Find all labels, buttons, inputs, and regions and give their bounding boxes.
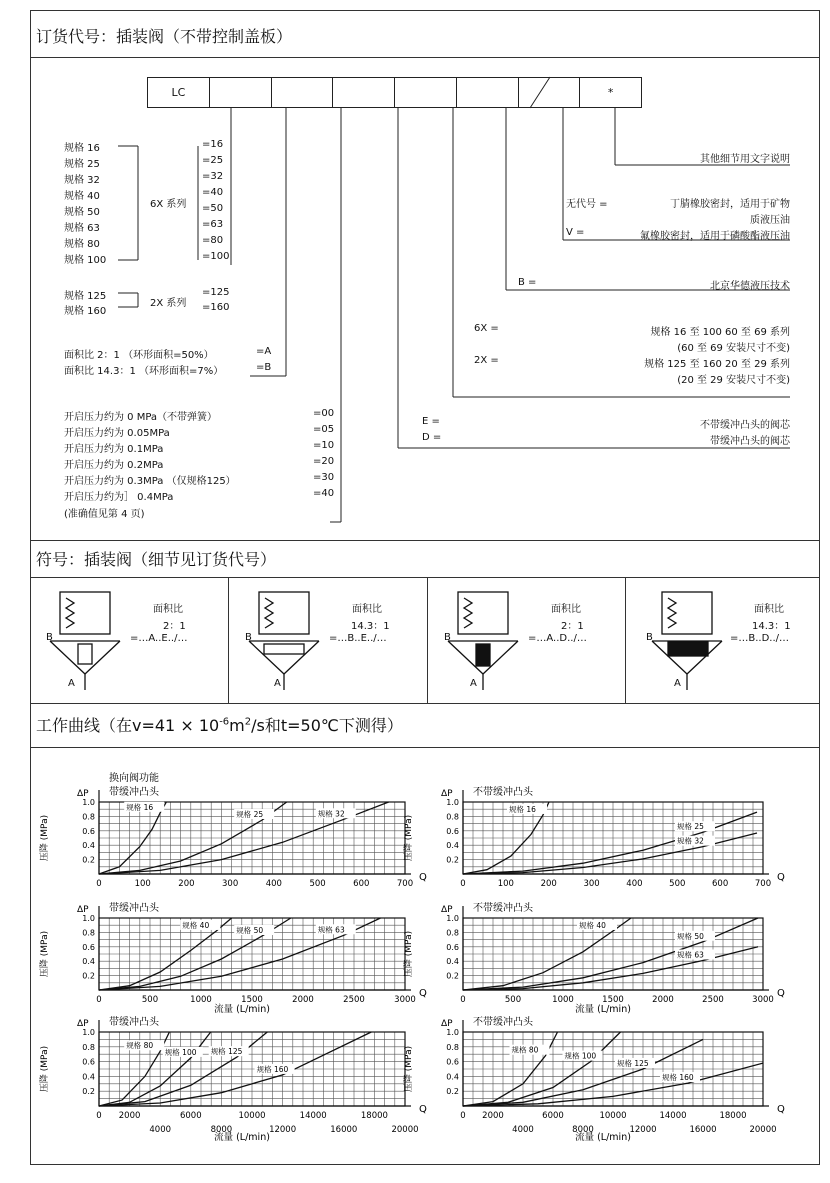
y-tick-label: 0.6	[82, 826, 95, 836]
y-tick-label: 0.2	[446, 855, 459, 865]
size-label: 规格 40	[64, 191, 100, 202]
area-ratio-label: 面积比 2：1 （环形面积=50%）	[64, 350, 214, 361]
y-tick-label: 0.8	[82, 1042, 95, 1052]
y-tick-label: 0.8	[446, 1042, 459, 1052]
x-tick-label: 2000	[292, 995, 314, 1005]
size-label: 规格 25	[64, 159, 100, 170]
y-tick-label: 0.8	[82, 928, 95, 938]
area-ratio-label: 面积比 14.3：1 （环形面积=7%）	[64, 366, 224, 377]
area-ratio-value: 14.3：1	[752, 621, 791, 632]
port-b-label: B	[646, 632, 653, 643]
size-label: 规格 100	[64, 255, 107, 266]
y-axis-label: 压降 (MPa)	[404, 1045, 414, 1093]
x-tick-label: 0	[96, 1111, 102, 1121]
x-tick-label: 3000	[752, 995, 774, 1005]
series-label: 规格 32	[317, 809, 345, 819]
y-axis-label: 压降 (MPa)	[40, 930, 50, 978]
x-tick-label: 500	[309, 879, 326, 889]
series-6x-key: 6X =	[474, 323, 499, 334]
y-tick-label: 1.0	[82, 914, 95, 923]
y-axis-top-label: ΔP	[77, 1019, 89, 1029]
y-tick-label: 0.2	[446, 971, 459, 981]
y-axis-top-label: ΔP	[441, 1019, 453, 1029]
y-axis-label: 压降 (MPa)	[40, 814, 50, 862]
size-label: 规格 160	[64, 306, 107, 317]
area-ratio-title: 面积比	[551, 604, 581, 615]
code-cell: LC	[148, 78, 210, 107]
y-tick-label: 0.4	[82, 957, 95, 967]
y-tick-label: 0.6	[446, 942, 459, 952]
symbol-cell	[626, 578, 820, 703]
x-tick-label: 0	[96, 995, 102, 1005]
code-cell: *	[607, 86, 614, 99]
valve-symbol-icon	[626, 578, 820, 703]
x-tick-label: 2000	[118, 1111, 141, 1121]
series-label: 规格 160	[256, 1064, 289, 1074]
series-label: 规格 50	[677, 931, 704, 941]
x-tick-label: 100	[497, 879, 514, 889]
x-tick-label: 2000	[482, 1111, 504, 1121]
x-tick-label: 18000	[360, 1111, 388, 1121]
symbol-code: =…A..E../…	[130, 633, 188, 644]
y-tick-label: 0.8	[446, 812, 459, 822]
y-tick-label: 0.6	[82, 1057, 95, 1067]
x-tick-label: 400	[626, 879, 643, 889]
area-ratio-title: 面积比	[153, 604, 183, 615]
x-axis-end-label: Q	[777, 872, 785, 883]
series-2x-label: 2X 系列	[150, 298, 187, 309]
divider	[30, 540, 820, 541]
x-tick-label: 12000	[629, 1125, 657, 1135]
x-tick-label: 2500	[343, 995, 365, 1005]
curve-title-unit: m	[229, 716, 245, 735]
b-desc: 北京华德液压技术	[710, 281, 790, 292]
series-label: 规格 160	[662, 1073, 694, 1083]
x-tick-label: 600	[712, 879, 729, 889]
x-tick-label: 14000	[299, 1111, 327, 1121]
area-ratio-value: 2：1	[561, 621, 584, 632]
y-tick-label: 1.0	[82, 798, 95, 807]
port-a-label: A	[674, 678, 681, 689]
y-tick-label: 1.0	[82, 1028, 95, 1037]
x-tick-label: 200	[178, 879, 195, 889]
y-tick-label: 0.6	[446, 826, 459, 836]
x-tick-label: 2000	[652, 995, 674, 1005]
y-tick-label: 0.4	[446, 957, 459, 967]
size-code: =100	[202, 251, 230, 262]
x-axis-end-label: Q	[419, 988, 427, 999]
crack-code: =20	[313, 456, 335, 467]
series-label: 规格 125	[210, 1047, 243, 1057]
series-label: 规格 16	[126, 802, 154, 812]
x-axis-label: 流量 (L/min)	[575, 1132, 631, 1143]
series-label: 规格 80	[511, 1045, 539, 1055]
x-axis-label: 流量 (L/min)	[214, 1004, 270, 1015]
crack-code: =40	[313, 488, 335, 499]
chart-title: 带缓冲凸头	[109, 903, 159, 914]
size-code: =25	[202, 155, 224, 166]
symbol-cell	[30, 578, 229, 703]
crack-note: (准确值见第 4 页)	[64, 509, 145, 520]
y-axis-top-label: ΔP	[77, 905, 89, 915]
y-tick-label: 0.4	[446, 1072, 459, 1082]
seal-v-desc: 氟橡胶密封，适用于磷酸酯液压油	[640, 231, 790, 242]
series-label: 规格 125	[617, 1059, 649, 1068]
y-axis-label: 压降 (MPa)	[404, 814, 414, 862]
series-label: 规格 40	[579, 920, 606, 930]
x-tick-label: 2500	[702, 995, 724, 1005]
x-axis-end-label: Q	[419, 872, 427, 883]
symbol-code: =…A..D../…	[528, 633, 587, 644]
size-label: 规格 63	[64, 223, 100, 234]
size-code: =125	[202, 287, 230, 298]
x-tick-label: 400	[265, 879, 282, 889]
chart-title: 不带缓冲凸头	[473, 903, 533, 914]
y-axis-label: 压降 (MPa)	[40, 1045, 50, 1093]
x-tick-label: 500	[504, 995, 522, 1005]
size-code: =160	[202, 302, 230, 313]
x-tick-label: 3000	[394, 995, 416, 1005]
x-tick-label: 1000	[552, 995, 574, 1005]
port-b-label: B	[444, 632, 451, 643]
area-ratio-value: 2：1	[163, 621, 186, 632]
curve-title-exp2: 2	[244, 716, 252, 728]
y-tick-label: 0.4	[446, 841, 459, 851]
series-label: 规格 100	[564, 1051, 597, 1061]
size-label: 规格 32	[64, 175, 100, 186]
crack-label: 开启压力约为 0.2MPa	[64, 460, 164, 471]
port-a-label: A	[68, 678, 75, 689]
series-6x-desc: 规格 16 至 100 60 至 69 系列	[650, 327, 790, 338]
series-label: 规格 25	[677, 822, 704, 832]
x-tick-label: 4000	[149, 1125, 172, 1135]
other-details-label: 其他细节用文字说明	[700, 154, 790, 165]
area-ratio-title: 面积比	[754, 604, 784, 615]
crack-code: =30	[313, 472, 335, 483]
series-label: 规格 25	[236, 810, 264, 819]
series-6x-desc-2: (60 至 69 安装尺寸不变)	[677, 343, 790, 354]
crack-code: =10	[313, 440, 335, 451]
spool-e-desc: 不带缓冲凸头的阀芯	[700, 420, 790, 431]
curve-title	[36, 713, 403, 736]
y-tick-label: 0.2	[82, 971, 95, 981]
port-a-label: A	[470, 678, 477, 689]
x-tick-label: 6000	[179, 1111, 202, 1121]
x-tick-label: 16000	[689, 1125, 717, 1135]
x-tick-label: 0	[96, 879, 102, 889]
crack-label: 开启压力约为 0.05MPa	[64, 428, 170, 439]
series-label: 规格 80	[126, 1041, 154, 1051]
crack-code: =00	[313, 408, 335, 419]
size-label: 规格 50	[64, 207, 100, 218]
x-tick-label: 500	[141, 995, 159, 1005]
divider	[30, 703, 820, 704]
y-tick-label: 0.6	[82, 942, 95, 952]
size-label: 规格 125	[64, 291, 107, 302]
port-b-label: B	[46, 632, 53, 643]
area-ratio-code: =B	[256, 362, 272, 373]
x-tick-label: 0	[460, 1111, 466, 1121]
crack-label: 开启压力约为 0.1MPa	[64, 444, 164, 455]
series-2x-key: 2X =	[474, 355, 499, 366]
x-tick-label: 6000	[542, 1111, 564, 1121]
y-tick-label: 0.2	[82, 855, 95, 865]
size-code: =80	[202, 235, 224, 246]
area-ratio-code: =A	[256, 346, 272, 357]
crack-label: 开启压力约为］ 0.4MPa	[64, 492, 174, 503]
x-tick-label: 700	[396, 879, 414, 889]
seal-v-key: V =	[566, 227, 585, 238]
size-code: =32	[202, 171, 224, 182]
x-tick-label: 12000	[269, 1125, 297, 1135]
x-tick-label: 700	[754, 879, 772, 889]
x-tick-label: 4000	[512, 1125, 534, 1135]
y-axis-label: 压降 (MPa)	[404, 930, 414, 978]
size-code: =50	[202, 203, 224, 214]
crack-label: 开启压力约为 0.3MPa （仅规格125）	[64, 476, 236, 487]
chart-title: 带缓冲凸头	[109, 1017, 159, 1028]
curve-title-exp: -6	[219, 716, 230, 728]
crack-label: 开启压力约为 0 MPa（不带弹簧）	[64, 412, 218, 423]
x-axis-label: 流量 (L/min)	[214, 1132, 270, 1143]
x-tick-label: 8000	[572, 1125, 594, 1135]
series-label: 规格 100	[164, 1047, 197, 1057]
x-tick-label: 200	[540, 879, 557, 889]
symbol-cell	[229, 578, 428, 703]
series-label: 规格 40	[182, 920, 210, 930]
x-axis-end-label: Q	[777, 988, 785, 999]
area-ratio-title: 面积比	[352, 604, 382, 615]
x-tick-label: 300	[222, 879, 239, 889]
size-code: =40	[202, 187, 224, 198]
y-tick-label: 1.0	[446, 914, 459, 923]
series-6x-label: 6X 系列	[150, 199, 187, 210]
x-tick-label: 0	[460, 879, 466, 889]
y-axis-top-label: ΔP	[441, 789, 453, 799]
y-tick-label: 0.4	[82, 841, 95, 851]
series-2x-desc-2: (20 至 29 安装尺寸不变)	[677, 375, 790, 386]
seal-none-desc: 丁腈橡胶密封，适用于矿物	[670, 199, 790, 210]
x-tick-label: 14000	[659, 1111, 687, 1121]
x-axis-end-label: Q	[419, 1104, 427, 1115]
x-tick-label: 10000	[599, 1111, 627, 1121]
x-tick-label: 16000	[330, 1125, 358, 1135]
size-label: 规格 80	[64, 239, 100, 250]
chart-title: 不带缓冲凸头	[473, 1017, 533, 1028]
port-a-label: A	[274, 678, 281, 689]
y-tick-label: 0.8	[446, 928, 459, 938]
x-tick-label: 18000	[719, 1111, 747, 1121]
y-tick-label: 1.0	[446, 1028, 459, 1037]
valve-symbol-icon	[428, 578, 626, 703]
y-tick-label: 0.2	[446, 1087, 459, 1097]
b-key: B =	[518, 277, 537, 288]
chart-header: 换向阀功能	[109, 773, 159, 784]
port-b-label: B	[245, 632, 252, 643]
size-code: =63	[202, 219, 224, 230]
curve-title-cond: /s和t=50℃下测得）	[251, 716, 403, 735]
x-tick-label: 100	[134, 879, 151, 889]
spool-d-desc: 带缓冲凸头的阀芯	[710, 436, 790, 447]
size-label: 规格 16	[64, 143, 100, 154]
curve-title-text: 工作曲线（在v=41 × 10	[36, 716, 220, 735]
x-tick-label: 500	[669, 879, 686, 889]
x-tick-label: 8000	[210, 1125, 233, 1135]
x-tick-label: 600	[353, 879, 370, 889]
series-label: 规格 16	[509, 804, 536, 814]
x-tick-label: 0	[460, 995, 466, 1005]
seal-none-desc-2: 质液压油	[750, 215, 790, 226]
y-axis-top-label: ΔP	[77, 789, 89, 799]
ordering-code-title: 订货代号：插装阀（不带控制盖板）	[36, 27, 293, 46]
y-tick-label: 0.6	[446, 1057, 459, 1067]
x-axis-end-label: Q	[777, 1104, 785, 1115]
area-ratio-value: 14.3：1	[351, 621, 390, 632]
y-axis-top-label: ΔP	[441, 905, 453, 915]
x-tick-label: 20000	[391, 1125, 419, 1135]
symbol-code: =…B..D../…	[730, 633, 790, 644]
performance-curves	[0, 748, 830, 1158]
series-2x-desc: 规格 125 至 160 20 至 29 系列	[644, 359, 790, 370]
spool-e-key: E =	[422, 416, 440, 427]
crack-code: =05	[313, 424, 335, 435]
size-code: =16	[202, 139, 224, 150]
series-label: 规格 32	[677, 836, 704, 846]
x-tick-label: 1500	[241, 995, 263, 1005]
series-label: 规格 50	[236, 926, 264, 935]
y-tick-label: 0.4	[82, 1072, 95, 1082]
y-tick-label: 0.2	[82, 1087, 95, 1097]
x-tick-label: 1500	[602, 995, 624, 1005]
symbol-title: 符号：插装阀（细节见订货代号）	[36, 550, 277, 569]
x-tick-label: 300	[583, 879, 600, 889]
x-tick-label: 1000	[190, 995, 212, 1005]
series-label: 规格 63	[317, 925, 345, 935]
symbol-cell	[428, 578, 626, 703]
series-label: 规格 63	[677, 950, 704, 960]
seal-none-key: 无代号 =	[566, 199, 608, 210]
x-tick-label: 10000	[238, 1111, 266, 1121]
chart-title: 不带缓冲凸头	[473, 787, 533, 798]
chart-title: 带缓冲凸头	[109, 787, 159, 798]
x-tick-label: 20000	[749, 1125, 777, 1135]
spool-d-key: D =	[422, 432, 442, 443]
x-axis-label: 流量 (L/min)	[575, 1004, 631, 1015]
y-tick-label: 1.0	[446, 798, 459, 807]
y-tick-label: 0.8	[82, 812, 95, 822]
symbol-code: =…B..E../…	[329, 633, 387, 644]
